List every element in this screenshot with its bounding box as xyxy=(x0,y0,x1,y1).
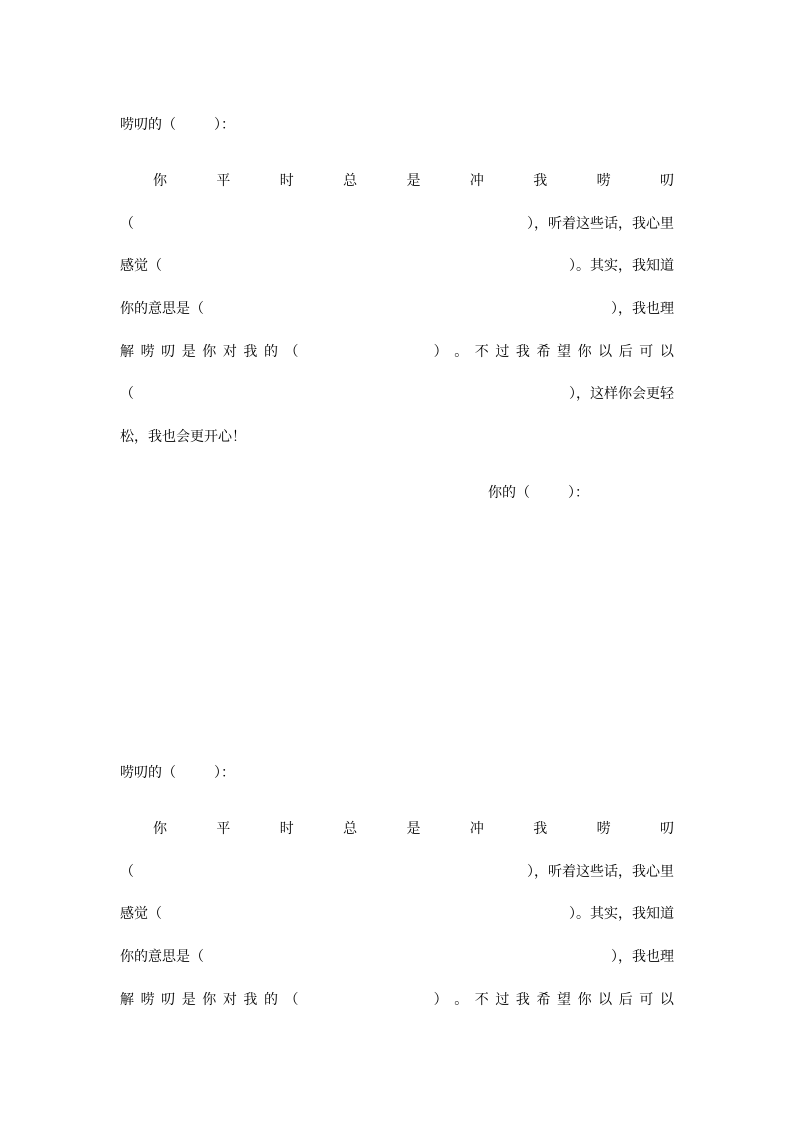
char: ） xyxy=(433,992,448,1008)
char: 的 xyxy=(263,992,278,1008)
char: 过 xyxy=(495,992,510,1008)
salutation-text: 唠叨的（ xyxy=(120,117,176,133)
salutation-colon: ）： xyxy=(214,765,235,781)
char: 叨 xyxy=(660,173,674,189)
body-line-4 xyxy=(120,298,674,320)
char: 不 xyxy=(474,992,489,1008)
char: 你 xyxy=(153,173,167,189)
line-text: 你的意思是（ xyxy=(120,301,204,317)
body-line-4 xyxy=(120,946,674,968)
body-line-6 xyxy=(120,383,674,405)
char: 望 xyxy=(557,992,571,1008)
char: 总 xyxy=(343,173,358,189)
char: 唠 xyxy=(140,992,155,1008)
line-text: 感觉（ xyxy=(120,906,162,922)
char: 平 xyxy=(216,173,231,189)
body-line-2 xyxy=(120,213,674,235)
open-paren: （ xyxy=(120,216,134,232)
char: （ xyxy=(284,992,299,1008)
char: 冲 xyxy=(469,173,484,189)
char: 你 xyxy=(577,992,592,1008)
char: 叨 xyxy=(161,992,176,1008)
char: 我 xyxy=(515,992,530,1008)
line-text: ）。其实，我知道 xyxy=(569,258,674,274)
signature xyxy=(488,482,589,504)
line-text: ），听着这些话，我心里 xyxy=(527,864,674,880)
char: 是 xyxy=(406,821,421,837)
body-line-7 xyxy=(120,426,674,448)
char: 冲 xyxy=(469,821,484,837)
body-line-3 xyxy=(120,255,674,277)
body-line-5 xyxy=(120,341,674,363)
char: 可 xyxy=(639,344,654,360)
char: 过 xyxy=(495,344,510,360)
char: 解 xyxy=(120,992,134,1008)
char: 时 xyxy=(279,173,294,189)
char: 你 xyxy=(202,344,217,360)
char: 叨 xyxy=(161,344,176,360)
char: 后 xyxy=(618,992,633,1008)
char: 唠 xyxy=(596,821,611,837)
char: 唠 xyxy=(140,344,155,360)
line-text: ），这样你会更轻 xyxy=(569,386,674,402)
char: 你 xyxy=(153,821,167,837)
char: 后 xyxy=(618,344,633,360)
line-text: ），我也理 xyxy=(611,301,674,317)
char: 我 xyxy=(533,173,548,189)
line-text: 感觉（ xyxy=(120,258,162,274)
char: 的 xyxy=(263,344,278,360)
char: 以 xyxy=(598,344,613,360)
salutation-text: 唠叨的（ xyxy=(120,765,176,781)
char: 我 xyxy=(243,992,258,1008)
salutation xyxy=(120,114,674,136)
char: 希 xyxy=(536,344,551,360)
char: 不 xyxy=(474,344,489,360)
char: 我 xyxy=(533,821,548,837)
open-paren: （ xyxy=(120,386,134,402)
char: 叨 xyxy=(660,821,674,837)
salutation xyxy=(120,762,674,784)
char: 以 xyxy=(659,344,674,360)
char: 解 xyxy=(120,344,134,360)
char: 以 xyxy=(659,992,674,1008)
char: 是 xyxy=(181,344,196,360)
open-paren: （ xyxy=(120,864,134,880)
char: 时 xyxy=(279,821,294,837)
char: 我 xyxy=(243,344,258,360)
char: 你 xyxy=(202,992,217,1008)
body-line-1 xyxy=(120,818,674,840)
blank-field[interactable] xyxy=(305,989,427,1011)
line-text: 你的意思是（ xyxy=(120,949,204,965)
body-line-5 xyxy=(120,989,674,1011)
char: 总 xyxy=(343,821,358,837)
char: ） xyxy=(433,344,448,360)
char: 。 xyxy=(454,344,469,360)
blank-field[interactable] xyxy=(305,341,427,363)
line-text: ），听着这些话，我心里 xyxy=(527,216,674,232)
char: 我 xyxy=(515,344,530,360)
body-line-1 xyxy=(120,170,674,192)
char: 可 xyxy=(639,992,654,1008)
char: 。 xyxy=(454,992,469,1008)
body-line-2 xyxy=(120,861,674,883)
char: 对 xyxy=(222,344,237,360)
char: 是 xyxy=(406,173,421,189)
salutation-colon: ）： xyxy=(214,117,235,133)
body-line-3 xyxy=(120,903,674,925)
char: 对 xyxy=(222,992,237,1008)
char: 是 xyxy=(181,992,196,1008)
char: 唠 xyxy=(596,173,611,189)
char: （ xyxy=(284,344,299,360)
line-text: ），我也理 xyxy=(611,949,674,965)
line-text: 松，我也会更开心！ xyxy=(120,429,246,445)
signature-colon: ）： xyxy=(568,485,589,501)
char: 望 xyxy=(557,344,571,360)
char: 以 xyxy=(598,992,613,1008)
char: 你 xyxy=(577,344,592,360)
char: 平 xyxy=(216,821,231,837)
line-text: ）。其实，我知道 xyxy=(569,906,674,922)
char: 希 xyxy=(536,992,551,1008)
signature-text: 你的（ xyxy=(488,485,530,501)
